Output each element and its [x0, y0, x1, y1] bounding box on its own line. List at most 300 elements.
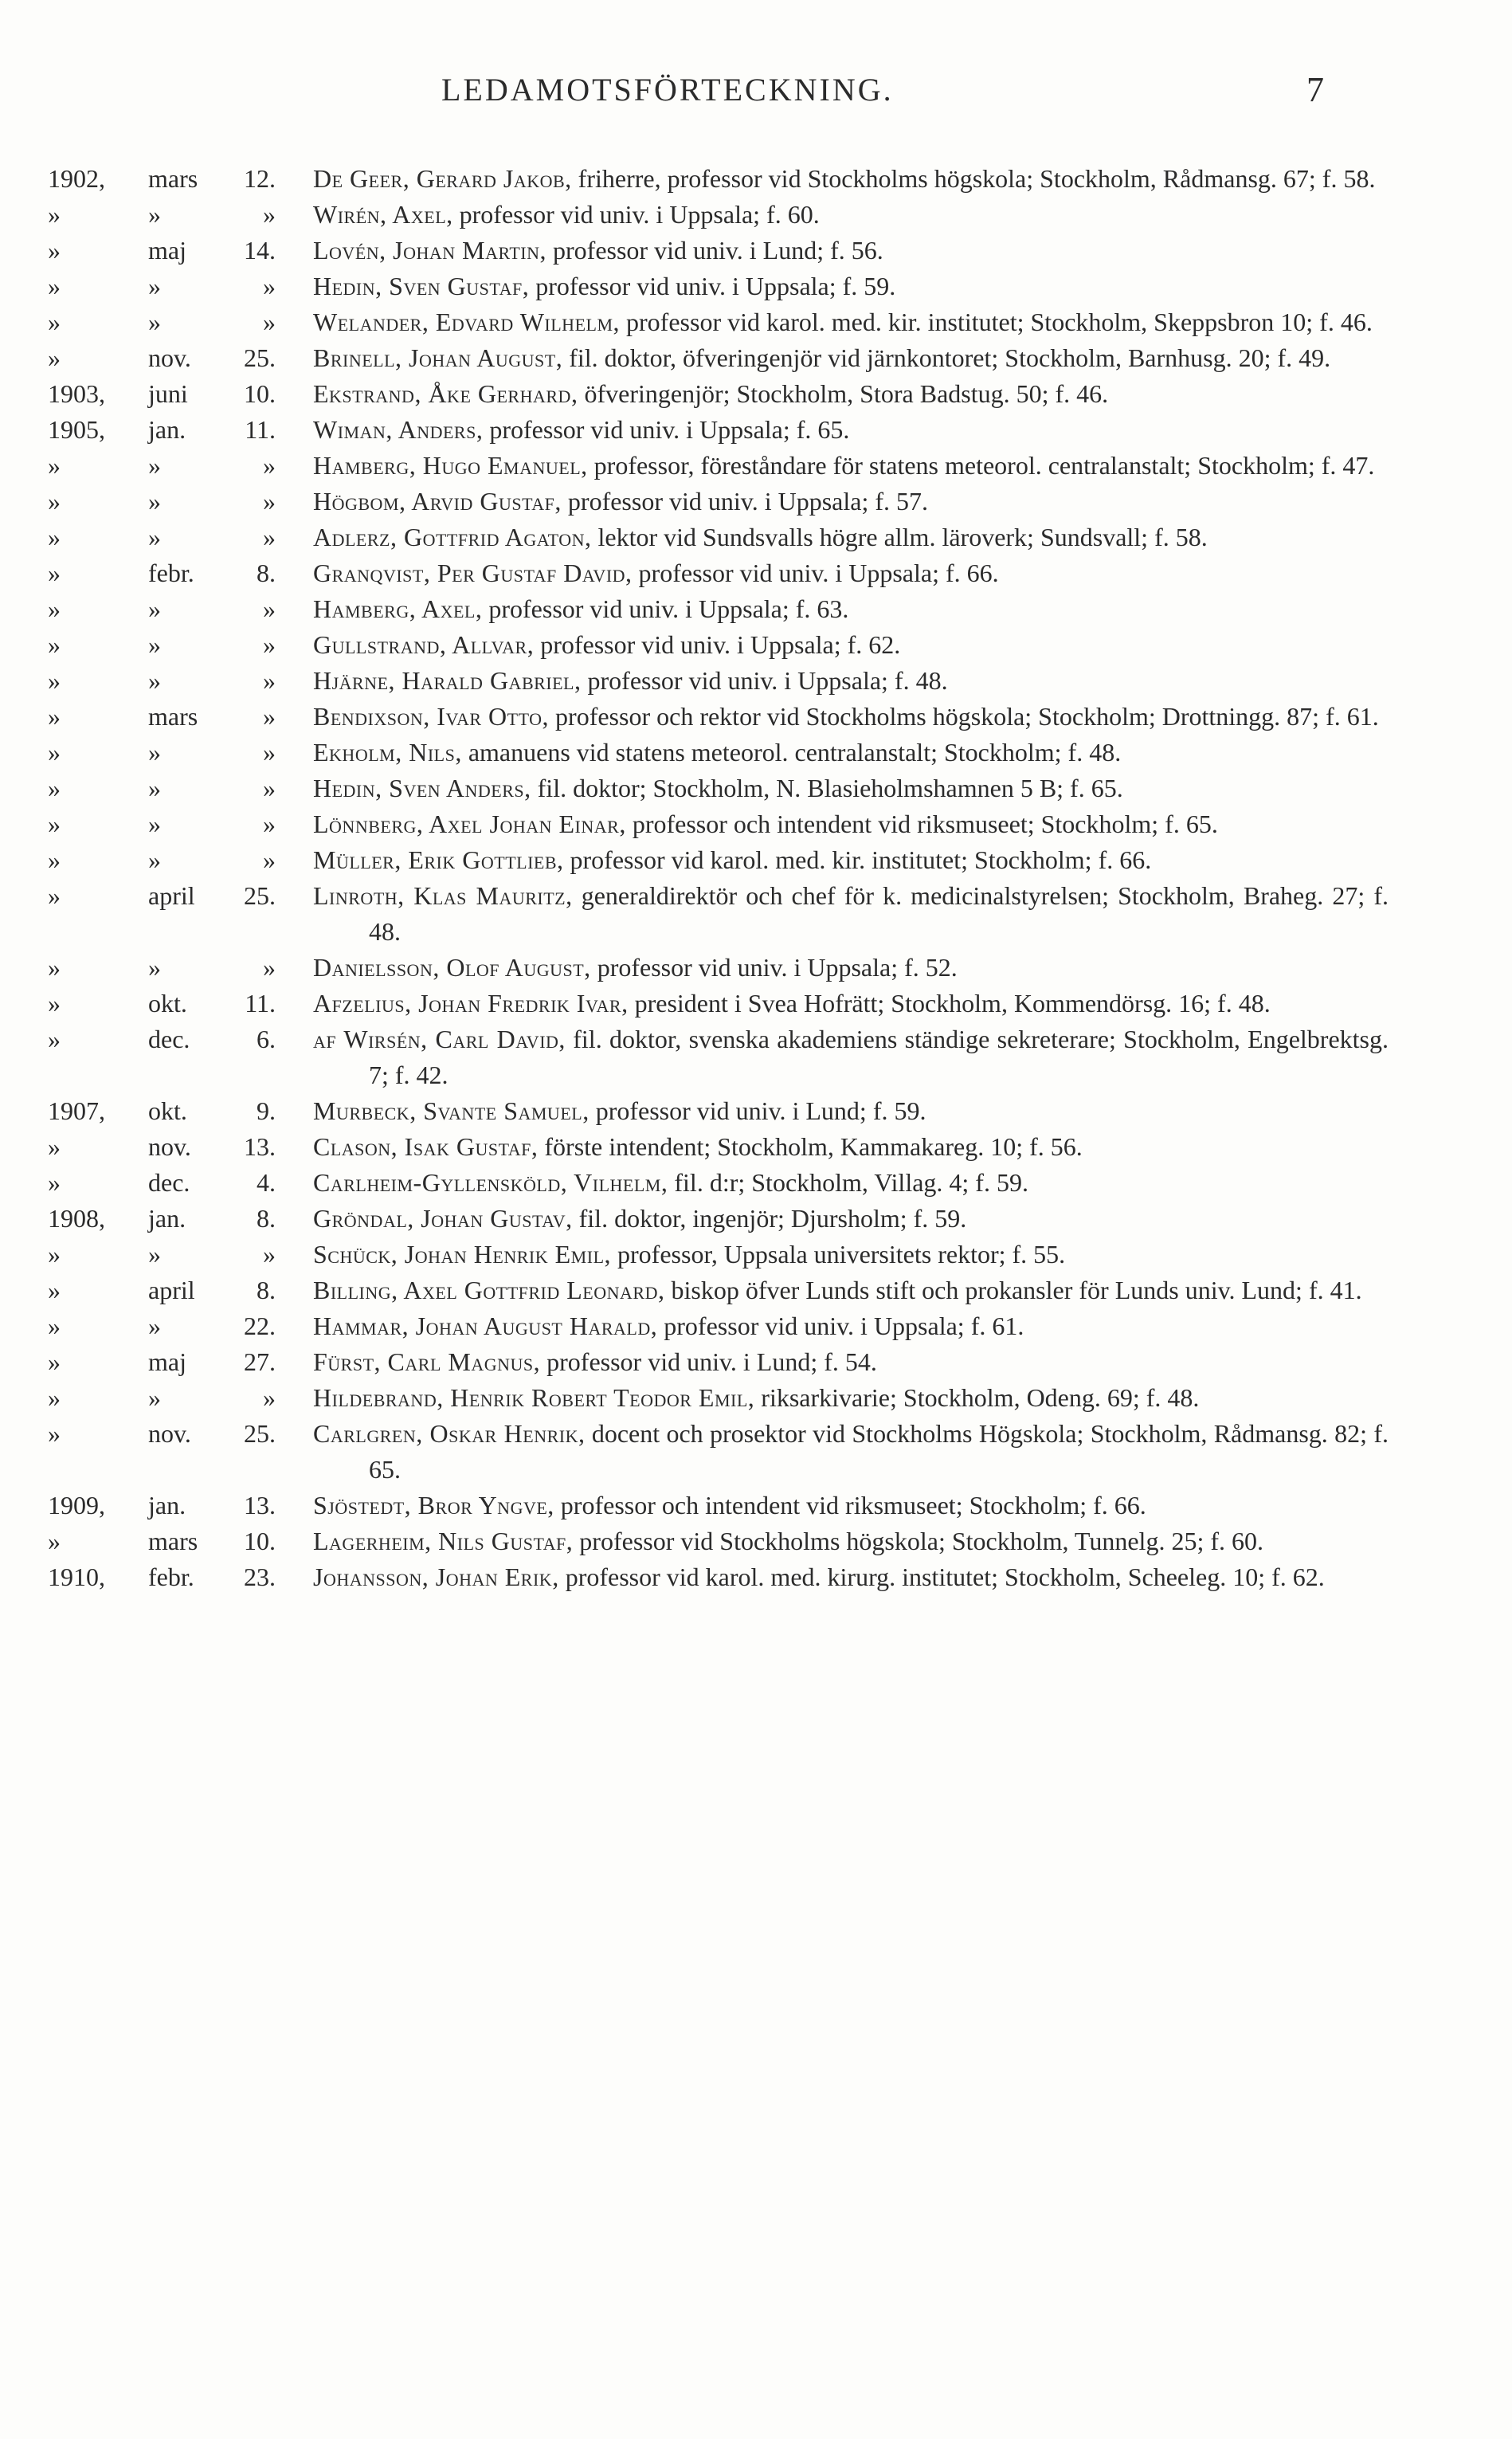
entry-year: »: [48, 487, 61, 516]
member-name: De Geer, Gerard Jakob,: [313, 164, 572, 193]
entry-text: [313, 1344, 1389, 1380]
entry-month: »: [148, 272, 161, 300]
entry-date: [0, 663, 287, 699]
entry-year: »: [48, 1312, 61, 1340]
entry-year: »: [48, 451, 61, 480]
member-details: professor vid univ. i Lund; f. 59.: [589, 1096, 926, 1125]
entry-day: 25.: [244, 343, 276, 372]
entry-year: »: [48, 630, 61, 659]
member-entry: [0, 986, 1512, 1021]
member-name: Clason, Isak Gustaf,: [313, 1132, 539, 1161]
entry-month: maj: [148, 1347, 186, 1376]
entry-month: maj: [148, 236, 186, 265]
entry-month: febr.: [148, 1563, 194, 1591]
entry-text: [313, 1201, 1389, 1237]
entry-month: okt.: [148, 1096, 187, 1125]
entry-year: »: [48, 200, 61, 229]
member-details: fil. doktor, ingenjör; Djursholm; f. 59.: [572, 1204, 967, 1233]
entry-date: [0, 1488, 287, 1523]
entry-month: nov.: [148, 343, 191, 372]
member-details: fil. doktor, svenska akademiens ständige sekreterare; Stockholm, Engelbrektsg. 7; f. 42.: [369, 1025, 1389, 1089]
entry-day: »: [263, 845, 276, 874]
entry-date: [0, 197, 287, 233]
member-name: Murbeck, Svante Samuel,: [313, 1096, 590, 1125]
entry-day: »: [263, 594, 276, 623]
entry-date: [0, 1308, 287, 1344]
entry-day: 8.: [257, 1204, 276, 1233]
entry-month: »: [148, 487, 161, 516]
member-details: professor vid univ. i Lund; f. 56.: [546, 236, 883, 265]
entry-day: »: [263, 523, 276, 551]
entry-year: »: [48, 236, 61, 265]
entry-day: »: [263, 630, 276, 659]
member-entry: [0, 1021, 1512, 1093]
member-entry: [0, 376, 1512, 412]
entry-date: [0, 340, 287, 376]
member-entry: [0, 1129, 1512, 1165]
entry-month: »: [148, 308, 161, 336]
entry-day: »: [263, 487, 276, 516]
entry-text: [313, 627, 1389, 663]
entry-text: [313, 806, 1389, 842]
entry-text: [313, 1093, 1389, 1129]
member-entry: [0, 1559, 1512, 1595]
entry-day: »: [263, 666, 276, 695]
entry-year: »: [48, 810, 61, 838]
member-name: Hammar, Johan August Harald,: [313, 1312, 658, 1340]
entry-day: »: [263, 200, 276, 229]
entry-year: 1905,: [48, 415, 105, 444]
member-name: Billing, Axel Gottfrid Leonard,: [313, 1276, 665, 1304]
member-details: professor vid univ. i Uppsala; f. 57.: [561, 487, 928, 516]
member-details: professor vid univ. i Uppsala; f. 63.: [482, 594, 849, 623]
entry-year: »: [48, 953, 61, 982]
member-details: riksarkivarie; Stockholm, Odeng. 69; f. 48.: [754, 1383, 1200, 1412]
entry-month: juni: [148, 379, 188, 408]
entry-date: [0, 412, 287, 448]
member-name: Schück, Johan Henrik Emil,: [313, 1240, 612, 1269]
member-name: Ekholm, Nils,: [313, 738, 462, 767]
member-name: Ekstrand, Åke Gerhard,: [313, 379, 578, 408]
member-name: Hildebrand, Henrik Robert Teodor Emil,: [313, 1383, 755, 1412]
member-name: Wirén, Axel,: [313, 200, 453, 229]
entry-day: 12.: [244, 164, 276, 193]
member-details: professor vid Stockholms högskola; Stockholm, Tunnelg. 25; f. 60.: [573, 1527, 1263, 1555]
entry-month: april: [148, 881, 195, 910]
entry-month: »: [148, 523, 161, 551]
entry-date: [0, 1272, 287, 1308]
member-name: Hedin, Sven Anders,: [313, 774, 531, 802]
entry-month: »: [148, 451, 161, 480]
member-entry: [0, 340, 1512, 376]
entry-date: [0, 1093, 287, 1129]
entry-year: »: [48, 989, 61, 1018]
member-entry: [0, 1093, 1512, 1129]
entry-text: [313, 842, 1389, 878]
member-entry: [0, 233, 1512, 269]
entry-day: 25.: [244, 881, 276, 910]
member-entry: [0, 1165, 1512, 1201]
member-details: docent och prosektor vid Stockholms Högskola; Stockholm, Rådmansg. 82; f. 65.: [369, 1419, 1389, 1484]
member-details: professor och intendent vid riksmuseet; Stockholm; f. 66.: [554, 1491, 1146, 1519]
member-entry: [0, 1272, 1512, 1308]
entry-text: [313, 986, 1389, 1021]
entry-year: »: [48, 845, 61, 874]
entry-day: 13.: [244, 1491, 276, 1519]
member-entry: [0, 1344, 1512, 1380]
entry-month: »: [148, 845, 161, 874]
entry-day: 10.: [244, 1527, 276, 1555]
entry-date: [0, 484, 287, 520]
page-header: [0, 62, 1512, 118]
member-details: öfveringenjör; Stockholm, Stora Badstug. 50; f. 46.: [578, 379, 1109, 408]
member-details: professor vid univ. i Uppsala; f. 48.: [581, 666, 948, 695]
member-name: Carlgren, Oskar Henrik,: [313, 1419, 586, 1448]
entry-month: jan.: [148, 1204, 186, 1233]
entry-text: [313, 269, 1389, 304]
entry-month: »: [148, 774, 161, 802]
member-name: Hamberg, Hugo Emanuel,: [313, 451, 588, 480]
entry-date: [0, 1129, 287, 1165]
entry-date: [0, 448, 287, 484]
entry-month: jan.: [148, 415, 186, 444]
entry-year: »: [48, 1419, 61, 1448]
entry-date: [0, 842, 287, 878]
member-details: professor vid karol. med. kir. institutet; Stockholm; f. 66.: [563, 845, 1152, 874]
member-entry: [0, 1488, 1512, 1523]
entry-year: 1908,: [48, 1204, 105, 1233]
entry-day: 6.: [257, 1025, 276, 1053]
entry-day: 27.: [244, 1347, 276, 1376]
member-details: professor vid univ. i Uppsala; f. 65.: [483, 415, 850, 444]
entry-day: »: [263, 451, 276, 480]
entry-month: april: [148, 1276, 195, 1304]
entry-text: [313, 663, 1389, 699]
entry-date: [0, 878, 287, 914]
member-details: professor, föreståndare för statens meteorol. centralanstalt; Stockholm; f. 47.: [587, 451, 1375, 480]
entry-text: [313, 1488, 1389, 1523]
entry-date: [0, 771, 287, 806]
member-entry: [0, 878, 1512, 950]
entry-day: 8.: [257, 1276, 276, 1304]
member-entry: [0, 663, 1512, 699]
member-name: Bendixson, Ivar Otto,: [313, 702, 550, 731]
entry-month: »: [148, 953, 161, 982]
member-entry: [0, 950, 1512, 986]
entry-text: [313, 340, 1389, 376]
entry-text: [313, 771, 1389, 806]
entry-day: 4.: [257, 1168, 276, 1197]
entry-day: 10.: [244, 379, 276, 408]
entry-month: »: [148, 1312, 161, 1340]
entry-year: 1903,: [48, 379, 105, 408]
entry-text: [313, 1523, 1389, 1559]
entry-month: jan.: [148, 1491, 186, 1519]
entry-text: [313, 1272, 1389, 1308]
entry-day: »: [263, 738, 276, 767]
entry-day: 25.: [244, 1419, 276, 1448]
entry-month: mars: [148, 1527, 198, 1555]
entry-year: »: [48, 1347, 61, 1376]
member-entry: [0, 771, 1512, 806]
member-entry: [0, 412, 1512, 448]
member-name: Hamberg, Axel,: [313, 594, 483, 623]
member-name: Hedin, Sven Gustaf,: [313, 272, 530, 300]
member-name: af Wirsén, Carl David,: [313, 1025, 566, 1053]
entry-month: »: [148, 1383, 161, 1412]
entry-day: »: [263, 774, 276, 802]
member-entry: [0, 484, 1512, 520]
entry-date: [0, 1559, 287, 1595]
entry-text: [313, 448, 1389, 484]
entry-text: [313, 1237, 1389, 1272]
entry-date: [0, 555, 287, 591]
member-entry: [0, 699, 1512, 735]
entry-date: [0, 699, 287, 735]
entry-text: [313, 1165, 1389, 1201]
member-entry: [0, 627, 1512, 663]
entry-text: [313, 412, 1389, 448]
member-details: professor vid univ. i Uppsala; f. 60.: [452, 200, 820, 229]
entry-day: »: [263, 272, 276, 300]
entry-year: »: [48, 559, 61, 587]
entry-month: nov.: [148, 1132, 191, 1161]
entry-date: [0, 1380, 287, 1416]
member-name: Johansson, Johan Erik,: [313, 1563, 559, 1591]
member-details: professor, Uppsala universitets rektor; f. 55.: [611, 1240, 1066, 1269]
entry-day: 22.: [244, 1312, 276, 1340]
page-number: 7: [1306, 70, 1324, 109]
entry-month: dec.: [148, 1025, 190, 1053]
entry-text: [313, 161, 1389, 197]
entry-year: »: [48, 1132, 61, 1161]
member-entry: [0, 448, 1512, 484]
member-entry: [0, 591, 1512, 627]
entry-month: »: [148, 666, 161, 695]
entry-day: 9.: [257, 1096, 276, 1125]
member-name: Högbom, Arvid Gustaf,: [313, 487, 562, 516]
entry-day: »: [263, 702, 276, 731]
member-details: president i Svea Hofrätt; Stockholm, Kommendörsg. 16; f. 48.: [628, 989, 1271, 1018]
entry-day: »: [263, 810, 276, 838]
entry-date: [0, 304, 287, 340]
member-details: professor vid univ. i Lund; f. 54.: [540, 1347, 877, 1376]
member-details: friherre, professor vid Stockholms högskola; Stockholm, Rådmansg. 67; f. 58.: [571, 164, 1376, 193]
member-entry: [0, 520, 1512, 555]
member-entry: [0, 269, 1512, 304]
entry-date: [0, 627, 287, 663]
entry-month: »: [148, 594, 161, 623]
entry-year: »: [48, 881, 61, 910]
member-name: Gröndal, Johan Gustav,: [313, 1204, 573, 1233]
member-entry: [0, 842, 1512, 878]
entry-month: »: [148, 810, 161, 838]
entry-month: »: [148, 630, 161, 659]
entry-year: »: [48, 343, 61, 372]
entry-date: [0, 520, 287, 555]
member-name: Lönnberg, Axel Johan Einar,: [313, 810, 626, 838]
member-details: professor vid univ. i Uppsala; f. 61.: [657, 1312, 1024, 1340]
entry-year: »: [48, 738, 61, 767]
entry-date: [0, 161, 287, 197]
member-entry: [0, 1308, 1512, 1344]
member-entry: [0, 806, 1512, 842]
entry-date: [0, 950, 287, 986]
entry-year: »: [48, 1240, 61, 1269]
entry-text: [313, 233, 1389, 269]
entry-day: 23.: [244, 1563, 276, 1591]
entry-text: [313, 376, 1389, 412]
entry-text: [313, 950, 1389, 986]
entry-date: [0, 1021, 287, 1057]
entry-month: okt.: [148, 989, 187, 1018]
member-details: amanuens vid statens meteorol. centralanstalt; Stockholm; f. 48.: [461, 738, 1122, 767]
member-details: professor vid karol. med. kirurg. institutet; Stockholm, Scheeleg. 10; f. 62.: [558, 1563, 1325, 1591]
entry-date: [0, 376, 287, 412]
entry-text: [313, 1129, 1389, 1165]
member-details: professor vid univ. i Uppsala; f. 59.: [529, 272, 896, 300]
member-name: Gullstrand, Allvar,: [313, 630, 535, 659]
member-name: Sjöstedt, Bror Yngve,: [313, 1491, 554, 1519]
member-name: Hjärne, Harald Gabriel,: [313, 666, 582, 695]
entry-month: »: [148, 738, 161, 767]
entry-year: »: [48, 272, 61, 300]
member-name: Carlheim-Gyllensköld, Vilhelm,: [313, 1168, 668, 1197]
entry-date: [0, 1416, 287, 1452]
entry-day: »: [263, 1240, 276, 1269]
entry-date: [0, 1344, 287, 1380]
entry-day: 11.: [245, 415, 276, 444]
entry-text: [313, 1021, 1389, 1093]
entry-day: 11.: [245, 989, 276, 1018]
member-name: Müller, Erik Gottlieb,: [313, 845, 564, 874]
member-entry: [0, 1201, 1512, 1237]
member-entry: [0, 1380, 1512, 1416]
entry-month: nov.: [148, 1419, 191, 1448]
entry-text: [313, 591, 1389, 627]
entry-date: [0, 1523, 287, 1559]
entry-day: 13.: [244, 1132, 276, 1161]
member-entry: [0, 555, 1512, 591]
entry-year: »: [48, 774, 61, 802]
entry-text: [313, 484, 1389, 520]
entry-text: [313, 1380, 1389, 1416]
member-name: Fürst, Carl Magnus,: [313, 1347, 541, 1376]
member-name: Lagerheim, Nils Gustaf,: [313, 1527, 574, 1555]
entry-month: »: [148, 200, 161, 229]
member-details: generaldirektör och chef för k. medicinalstyrelsen; Stockholm, Braheg. 27; f. 48.: [369, 881, 1389, 946]
member-entry: [0, 1416, 1512, 1488]
entry-year: 1909,: [48, 1491, 105, 1519]
entry-day: »: [263, 953, 276, 982]
entry-year: »: [48, 523, 61, 551]
entry-month: febr.: [148, 559, 194, 587]
member-list: [0, 161, 1512, 1595]
entry-text: [313, 1416, 1389, 1488]
entry-text: [313, 735, 1389, 771]
member-entry: [0, 1523, 1512, 1559]
entry-month: dec.: [148, 1168, 190, 1197]
entry-year: »: [48, 1527, 61, 1555]
entry-text: [313, 304, 1389, 340]
entry-date: [0, 1201, 287, 1237]
member-entry: [0, 735, 1512, 771]
member-details: professor vid univ. i Uppsala; f. 52.: [590, 953, 958, 982]
entry-year: 1902,: [48, 164, 105, 193]
entry-text: [313, 520, 1389, 555]
member-entry: [0, 161, 1512, 197]
entry-text: [313, 699, 1389, 735]
member-details: professor vid univ. i Uppsala; f. 66.: [632, 559, 999, 587]
entry-year: 1907,: [48, 1096, 105, 1125]
member-name: Wiman, Anders,: [313, 415, 484, 444]
member-entry: [0, 1237, 1512, 1272]
entry-year: »: [48, 1276, 61, 1304]
entry-year: »: [48, 1025, 61, 1053]
member-name: Brinell, Johan August,: [313, 343, 563, 372]
entry-month: »: [148, 1240, 161, 1269]
member-details: fil. doktor, öfveringenjör vid järnkontoret; Stockholm, Barnhusg. 20; f. 49.: [562, 343, 1331, 372]
entry-day: »: [263, 1383, 276, 1412]
member-name: Afzelius, Johan Fredrik Ivar,: [313, 989, 629, 1018]
page-title: LEDAMOTSFÖRTECKNING.: [441, 72, 894, 108]
entry-date: [0, 1237, 287, 1272]
entry-date: [0, 735, 287, 771]
entry-year: »: [48, 666, 61, 695]
member-details: fil. doktor; Stockholm, N. Blasieholmshamnen 5 B; f. 65.: [531, 774, 1123, 802]
member-details: lektor vid Sundsvalls högre allm. läroverk; Sundsvall; f. 58.: [591, 523, 1208, 551]
entry-day: 14.: [244, 236, 276, 265]
member-details: professor och rektor vid Stockholms högskola; Stockholm; Drottningg. 87; f. 61.: [549, 702, 1379, 731]
member-entry: [0, 197, 1512, 233]
member-name: Lovén, Johan Martin,: [313, 236, 546, 265]
entry-day: »: [263, 308, 276, 336]
entry-text: [313, 878, 1389, 950]
entry-date: [0, 986, 287, 1021]
entry-text: [313, 197, 1389, 233]
entry-date: [0, 233, 287, 269]
entry-day: 8.: [257, 559, 276, 587]
entry-date: [0, 591, 287, 627]
member-name: Welander, Edvard Wilhelm,: [313, 308, 621, 336]
entry-year: »: [48, 702, 61, 731]
entry-text: [313, 1559, 1389, 1595]
member-details: professor och intendent vid riksmuseet; Stockholm; f. 65.: [625, 810, 1218, 838]
member-name: Adlerz, Gottfrid Agaton,: [313, 523, 592, 551]
entry-year: »: [48, 1168, 61, 1197]
entry-month: mars: [148, 164, 198, 193]
member-details: förste intendent; Stockholm, Kammakareg. 10; f. 56.: [538, 1132, 1083, 1161]
member-details: professor vid univ. i Uppsala; f. 62.: [534, 630, 901, 659]
entry-date: [0, 806, 287, 842]
entry-date: [0, 269, 287, 304]
member-name: Granqvist, Per Gustaf David,: [313, 559, 633, 587]
member-name: Linroth, Klas Mauritz,: [313, 881, 573, 910]
entry-year: »: [48, 308, 61, 336]
member-details: fil. d:r; Stockholm, Villag. 4; f. 59.: [668, 1168, 1028, 1197]
member-details: professor vid karol. med. kir. institutet; Stockholm, Skeppsbron 10; f. 46.: [620, 308, 1373, 336]
entry-text: [313, 1308, 1389, 1344]
entry-text: [313, 555, 1389, 591]
entry-date: [0, 1165, 287, 1201]
member-details: biskop öfver Lunds stift och prokansler för Lunds univ. Lund; f. 41.: [664, 1276, 1362, 1304]
entry-month: mars: [148, 702, 198, 731]
member-entry: [0, 304, 1512, 340]
member-name: Danielsson, Olof August,: [313, 953, 591, 982]
entry-year: »: [48, 1383, 61, 1412]
entry-year: 1910,: [48, 1563, 105, 1591]
entry-year: »: [48, 594, 61, 623]
